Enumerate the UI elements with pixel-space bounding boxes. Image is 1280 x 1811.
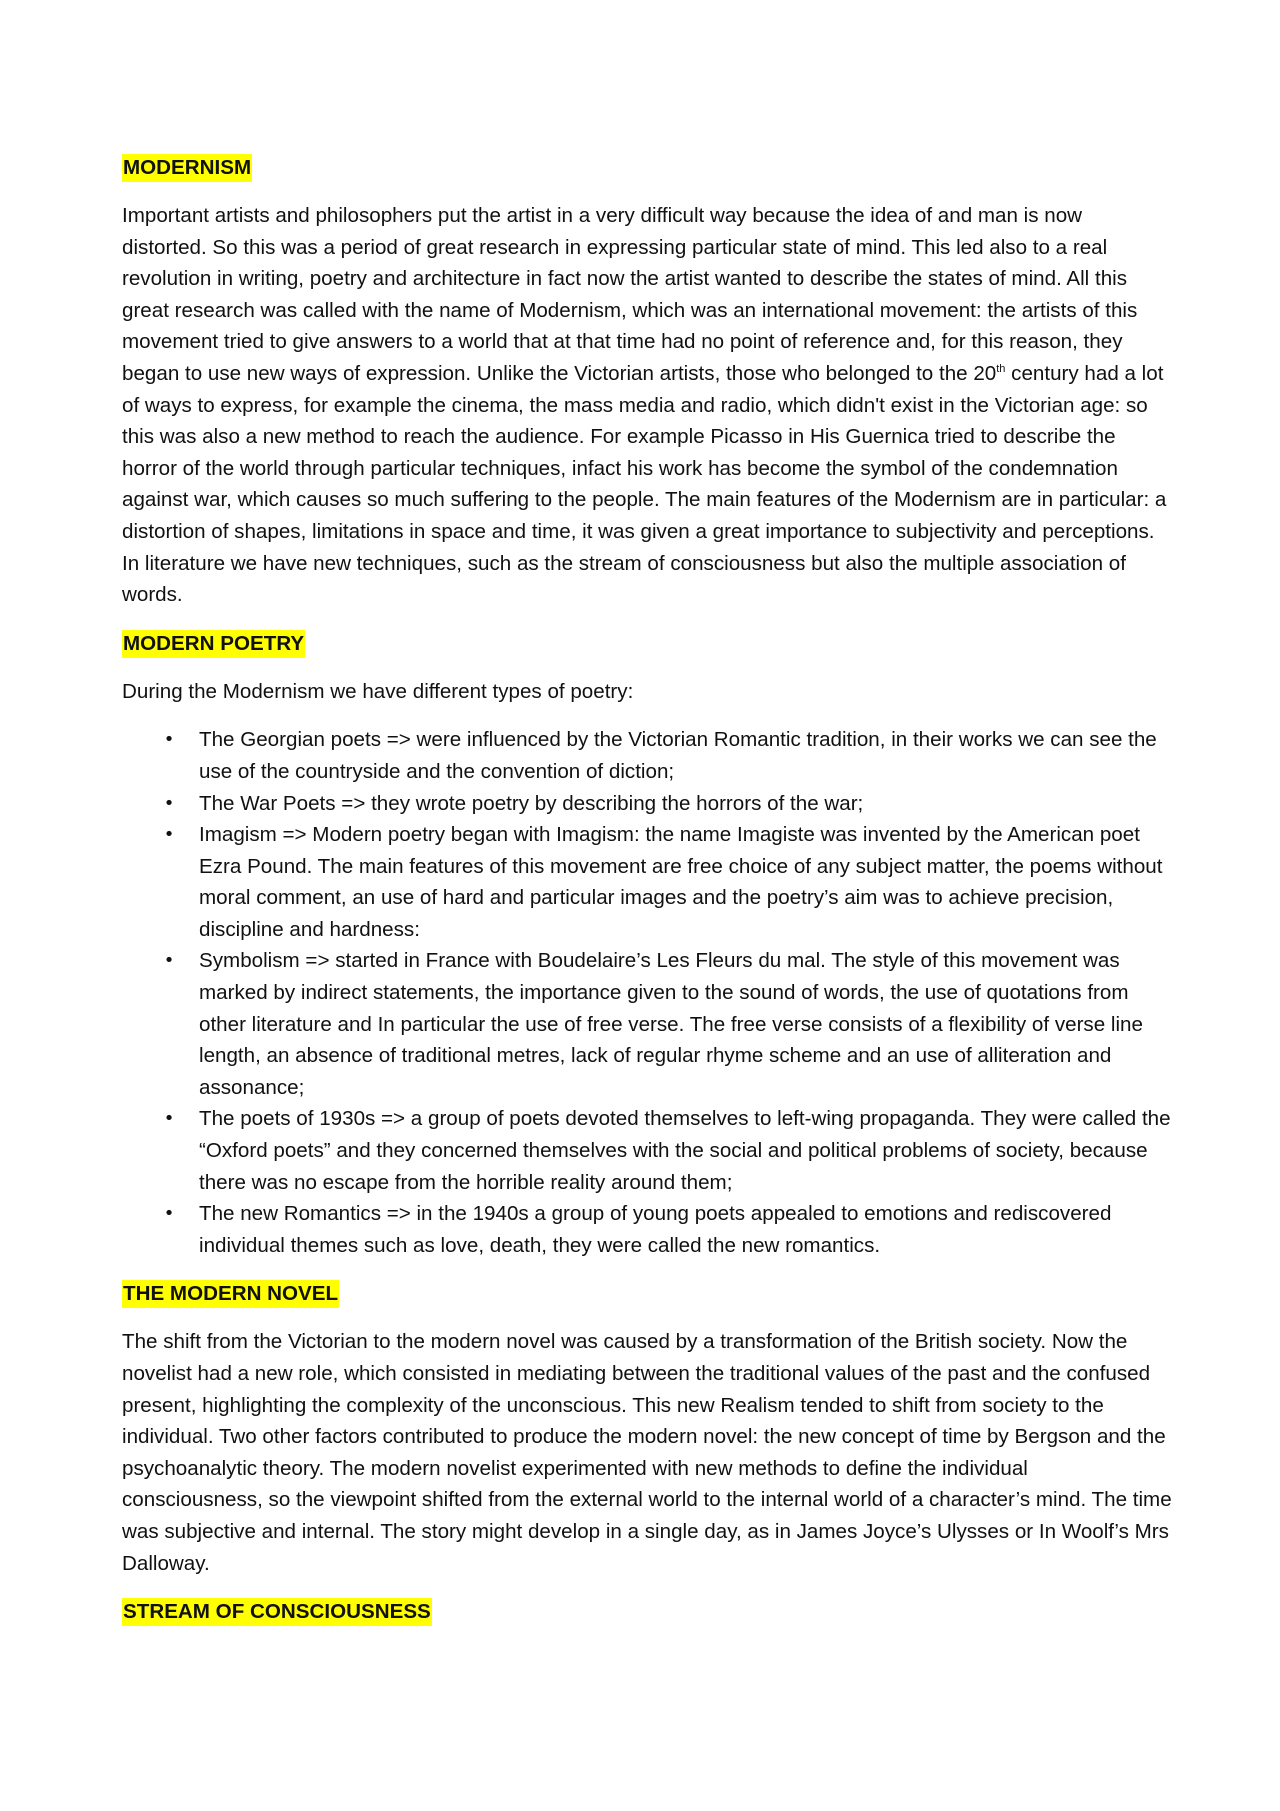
modernism-heading-block [122,152,1172,183]
modern-novel-paragraph: The shift from the Victorian to the modern novel was caused by a transformation of the British society. Now the novelist had a new role, which consisted in mediating between the traditional values of the past and the confused present, highlighting the complexity of the unconscious. This new Realism tended to shift from society to the individual. Two other factors contributed to produce the modern novel: the new concept of time by Bergson and the psychoanalytic theory. The modern novelist experimented with new methods to define the individual consciousness, so the viewpoint shifted from the external world to the internal world of a character’s mind. The time was subjective and internal. The story might develop in a single day, as in James Joyce’s Ulysses or In Woolf’s Mrs Dalloway. [122,1330,1172,1575]
modernism-paragraph [122,200,1172,611]
bullet-icon: • [163,950,175,972]
modernism-paragraph-part-2: century had a lot of ways to express, for example the cinema, the mass media and radio, which didn't exist in the Victorian age: so this was also a new method to reach the audience. For example Picasso in His Guernica tried to describe the horror of the world through particular techniques, infact his work has become the symbol of the condemnation against war, which causes so much suffering to the people. The main features of the Modernism are in particular: a distortion of shapes, limitations in space and time, it was given a great importance to subjectivity and perceptions. In literature we have new techniques, such as the stream of consciousness but also the multiple association of words. [122,361,1167,607]
modern-poetry-heading: MODERN POETRY [122,630,305,658]
list-item [122,945,1172,1103]
list-item-text: Symbolism => started in France with Boudelaire’s Les Fleurs du mal. The style of this movement was marked by indirect statements, the importance given to the sound of words, the use of quotations from other literature and In particular the use of free verse. The free verse consists of a flexibility of verse line length, an absence of traditional metres, lack of regular rhyme scheme and an use of alliteration and assonance; [199,949,1143,1099]
modernism-heading: MODERNISM [122,154,252,182]
bullet-icon: • [163,1108,175,1130]
modernism-paragraph-part-1: Important artists and philosophers put the artist in a very difficult way because the idea of and man is now distorted. So this was a period of great research in expressing particular state of mind. This led also to a real revolution in writing, poetry and architecture in fact now the artist wanted to describe the states of mind. All this great research was called with the name of Modernism, which was an international movement: the artists of this movement tried to give answers to a world that at that time had no point of reference and, for this reason, they began to use new ways of expression. Unlike the Victorian artists, those who belonged to the 20 [122,204,1138,385]
list-item [122,1103,1172,1198]
document-page [122,152,1172,1644]
bullet-icon: • [163,729,175,751]
bullet-icon: • [163,824,175,846]
list-item [122,788,1172,820]
ordinal-superscript: th [996,363,1006,376]
stream-of-consciousness-heading: STREAM OF CONSCIOUSNESS [122,1598,432,1626]
list-item [122,724,1172,787]
list-item-text: The Georgian poets => were influenced by the Victorian Romantic tradition, in their works we can see the use of the countryside and the convention of diction; [199,728,1157,783]
list-item-text: The War Poets => they wrote poetry by describing the horrors of the war; [199,791,864,815]
list-item-text: Imagism => Modern poetry began with Imagism: the name Imagiste was invented by the American poet Ezra Pound. The main features of this movement are free choice of any subject matter, the poems without moral comment, an use of hard and particular images and the poetry’s aim was to achieve precision, discipline and hardness: [199,823,1163,941]
bullet-icon: • [163,1203,175,1225]
list-item-text: The new Romantics => in the 1940s a group of young poets appealed to emotions and rediscovered individual themes such as love, death, they were called the new romantics. [199,1202,1112,1257]
bullet-icon: • [163,792,175,814]
stream-heading-block [122,1596,1172,1627]
poetry-types-list [122,724,1172,1261]
modern-poetry-intro: During the Modernism we have different types of poetry: [122,679,634,703]
list-item [122,819,1172,945]
list-item-text: The poets of 1930s => a group of poets devoted themselves to left-wing propaganda. They were called the “Oxford poets” and they concerned themselves with the social and political problems of society, because there was no escape from the horrible reality around them; [199,1107,1171,1194]
modern-poetry-heading-block [122,628,1172,659]
list-item [122,1198,1172,1261]
modern-novel-heading-block [122,1278,1172,1309]
modern-novel-heading: THE MODERN NOVEL [122,1280,339,1308]
